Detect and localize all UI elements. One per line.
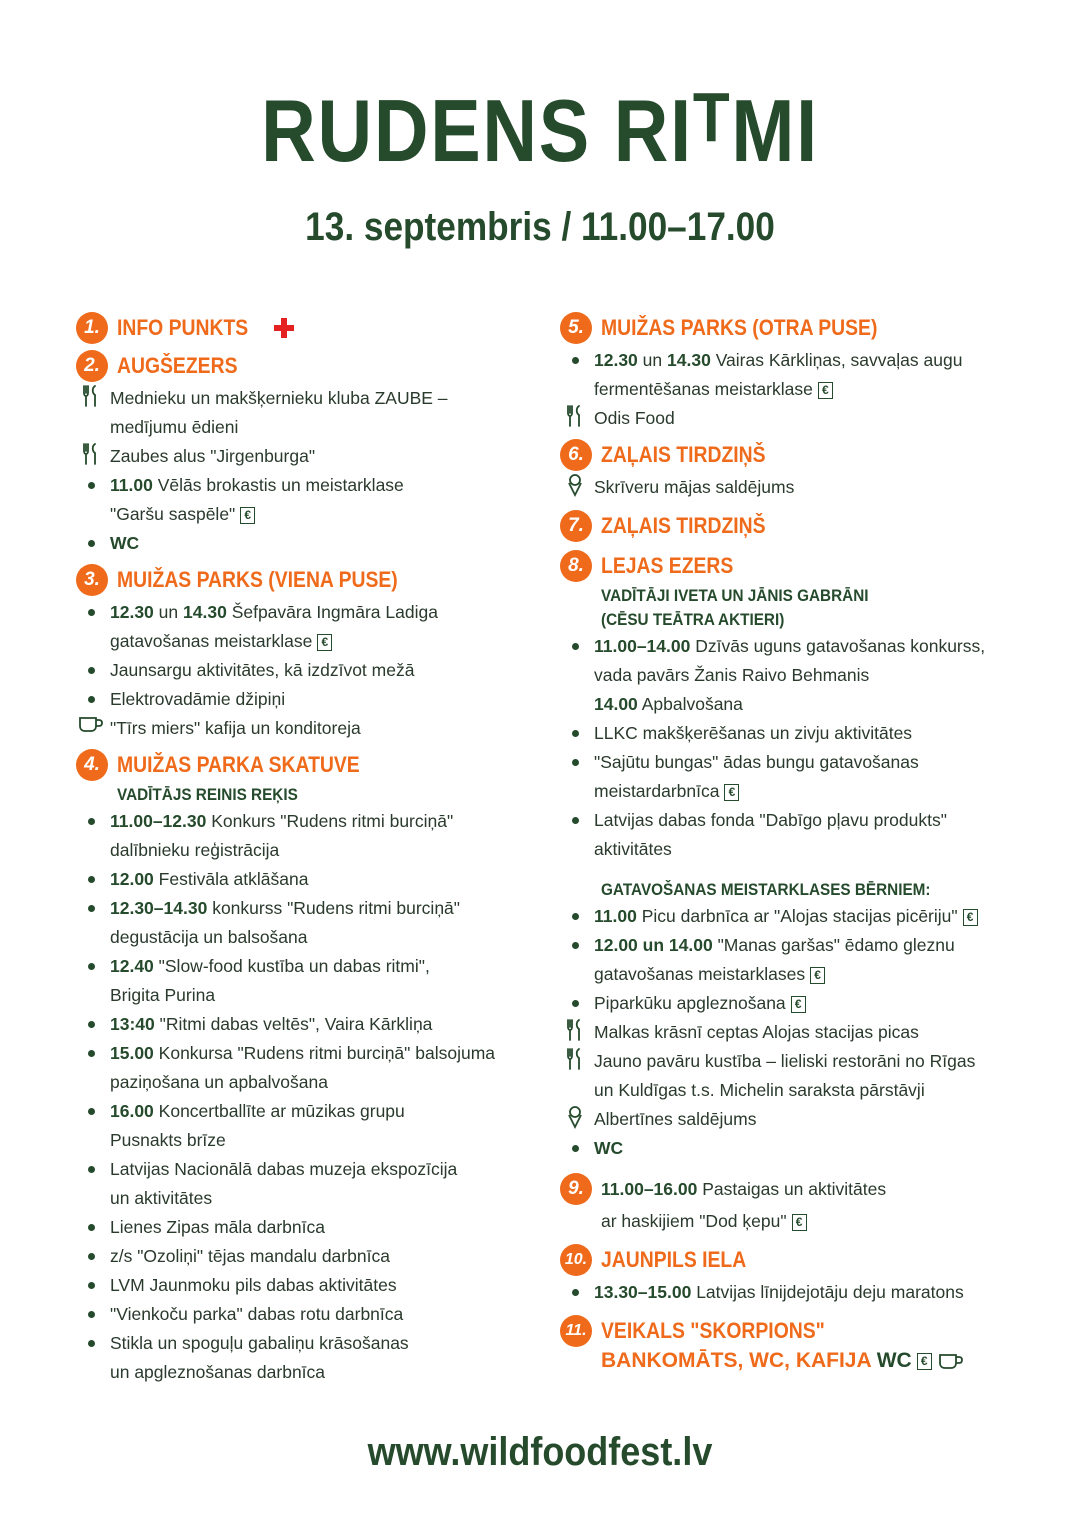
list-item: Pusnakts brīze bbox=[110, 1130, 226, 1150]
section-title: MUIŽAS PARKA SKATUVE bbox=[117, 752, 360, 777]
program-list bbox=[76, 807, 516, 1387]
bullet-icon bbox=[76, 1155, 106, 1184]
fork-knife-icon bbox=[560, 404, 590, 437]
bullet-icon bbox=[76, 471, 106, 500]
section-number: 8. bbox=[560, 550, 592, 582]
list-item: "Sajūtu bungas" ādas bungu gatavošanas bbox=[560, 748, 1020, 777]
list-item: un apgleznošanas darbnīca bbox=[110, 1362, 326, 1382]
bullet-icon bbox=[76, 1010, 106, 1039]
section-number: 9. bbox=[560, 1173, 592, 1205]
euro-icon: € bbox=[963, 909, 978, 926]
section-info-punkts bbox=[76, 312, 516, 344]
euro-icon: € bbox=[724, 784, 739, 801]
list-item: Latvijas Nacionālā dabas muzeja ekspozīcija bbox=[76, 1155, 516, 1184]
list-item: Brigita Purina bbox=[110, 985, 216, 1005]
list-item: 11.00 Vēlās brokastis un meistarklase bbox=[76, 471, 516, 500]
list-item: vada pavārs Žanis Raivo Behmanis bbox=[594, 665, 870, 685]
section-number: 5. bbox=[560, 312, 592, 344]
list-item: WC bbox=[560, 1134, 1020, 1163]
section-jaunpils-iela bbox=[560, 1244, 1020, 1307]
bullet-icon bbox=[76, 865, 106, 894]
euro-icon: € bbox=[917, 1353, 932, 1370]
list-item: 14.00 Apbalvošana bbox=[594, 694, 743, 714]
list-item: Lienes Zipas māla darbnīca bbox=[76, 1213, 516, 1242]
list-item: Jauno pavāru kustība – lieliski restorāni no Rīgas bbox=[560, 1047, 1020, 1076]
section-subtitle: VADĪTĀJI IVETA UN JĀNIS GABRĀNI bbox=[601, 586, 869, 605]
list-item: un Kuldīgas t.s. Michelin saraksta pārstāvji bbox=[594, 1080, 925, 1100]
list-item: 12.00 un 14.00 "Manas garšas" ēdamo gleznu bbox=[560, 931, 1020, 960]
list-item: Zaubes alus "Jirgenburga" bbox=[76, 442, 516, 471]
section-title: ZAĻAIS TIRDZIŅŠ bbox=[601, 513, 766, 538]
section-title: AUGŠEZERS bbox=[117, 353, 238, 378]
list-item: Jaunsargu aktivitātes, kā izdzīvot mežā bbox=[76, 656, 516, 685]
list-item: medījumu ēdieni bbox=[110, 417, 239, 437]
section-lejas-ezers bbox=[560, 550, 1020, 1163]
bullet-icon bbox=[76, 685, 106, 714]
list-item: 11.00–12.30 Konkurs "Rudens ritmi burciņā" bbox=[76, 807, 516, 836]
list-item: WC bbox=[76, 529, 516, 558]
list-item: Albertīnes saldējums bbox=[560, 1105, 1020, 1134]
title-end: MI bbox=[731, 81, 819, 180]
list-item: Piparkūku apgleznošana € bbox=[560, 989, 1020, 1018]
section-muizas-parka-skatuve bbox=[76, 749, 516, 1387]
list-item: "Garšu saspēle" € bbox=[76, 500, 516, 529]
bullet-icon bbox=[76, 598, 106, 627]
section-title: LEJAS EZERS bbox=[601, 553, 734, 578]
section-number: 10. bbox=[560, 1244, 592, 1276]
bullet-icon bbox=[76, 894, 106, 923]
list-item: ar haskijiem "Dod ķepu" € bbox=[560, 1207, 1020, 1236]
section-subtitle: VADĪTĀJS REINIS REĶIS bbox=[117, 785, 298, 804]
section-number: 2. bbox=[76, 350, 108, 382]
bullet-icon bbox=[76, 1329, 106, 1358]
services-line: BANKOMĀTS, WC, KAFIJA WC € bbox=[601, 1349, 1020, 1373]
list-item: LLKC makšķerēšanas un zivju aktivitātes bbox=[560, 719, 1020, 748]
list-item: 12.40 "Slow-food kustība un dabas ritmi", bbox=[76, 952, 516, 981]
list-item: Mednieku un makšķernieku kluba ZAUBE – bbox=[76, 384, 516, 413]
list-item: z/s "Ozoliņi" tējas mandalu darbnīca bbox=[76, 1242, 516, 1271]
list-item: degustācija un balsošana bbox=[110, 927, 308, 947]
list-item: "Tīrs miers" kafija un konditoreja bbox=[76, 714, 516, 743]
list-item: un aktivitātes bbox=[110, 1188, 213, 1208]
section-title: JAUNPILS IELA bbox=[601, 1247, 747, 1272]
bullet-icon bbox=[560, 719, 590, 748]
bullet-icon bbox=[560, 1134, 590, 1163]
bullet-icon bbox=[76, 656, 106, 685]
list-item: gatavošanas meistarklase € bbox=[76, 627, 516, 656]
right-column bbox=[560, 312, 1020, 1379]
euro-icon: € bbox=[792, 1214, 807, 1231]
list-item: 16.00 Koncertballīte ar mūzikas grupu bbox=[76, 1097, 516, 1126]
bullet-icon bbox=[76, 807, 106, 836]
section-muizas-parks-otra-puse bbox=[560, 312, 1020, 433]
section-title: MUIŽAS PARKS (VIENA PUSE) bbox=[117, 567, 398, 592]
bullet-icon bbox=[76, 1039, 106, 1068]
list-item: aktivitātes bbox=[594, 839, 672, 859]
list-item: Latvijas dabas fonda "Dabīgo pļavu produkts" bbox=[560, 806, 1020, 835]
list-item: 13.30–15.00 Latvijas līnijdejotāju deju maratons bbox=[560, 1278, 1020, 1307]
bullet-icon bbox=[76, 1242, 106, 1271]
section-title: INFO PUNKTS bbox=[117, 315, 249, 340]
website-url[interactable]: www.wildfoodfest.lv bbox=[367, 1430, 713, 1474]
list-item: fermentēšanas meistarklase € bbox=[560, 375, 1020, 404]
bullet-icon bbox=[560, 989, 590, 1018]
title-raised-letter: T bbox=[692, 78, 732, 156]
section-augsezers bbox=[76, 350, 516, 558]
list-item: Odis Food bbox=[560, 404, 1020, 433]
section-number: 11. bbox=[560, 1315, 592, 1347]
list-item: 11.00–14.00 Dzīvās uguns gatavošanas konkurss, bbox=[560, 632, 1020, 661]
section-title: ZAĻAIS TIRDZIŅŠ bbox=[601, 442, 766, 467]
list-item: 13:40 "Ritmi dabas veltēs", Vaira Kārkliņa bbox=[76, 1010, 516, 1039]
bullet-icon bbox=[560, 632, 590, 661]
section-subtitle: (CĒSU TEĀTRA AKTIERI) bbox=[601, 610, 785, 629]
list-item: Elektrovadāmie džipiņi bbox=[76, 685, 516, 714]
coffee-cup-icon bbox=[938, 1349, 964, 1372]
list-item: 11.00 Picu darbnīca ar "Alojas stacijas picēriju" € bbox=[560, 902, 1020, 931]
section-zalais-tirdzins-7 bbox=[560, 510, 1020, 542]
list-item: 12.30–14.30 konkurss "Rudens ritmi burciņā" bbox=[76, 894, 516, 923]
bullet-icon bbox=[76, 1271, 106, 1300]
euro-icon: € bbox=[810, 967, 825, 984]
list-item: 12.30 un 14.30 Vairas Kārkliņas, savvaļas augu bbox=[560, 346, 1020, 375]
list-item: paziņošana un apbalvošana bbox=[110, 1072, 328, 1092]
section-muizas-parks-viena-puse bbox=[76, 564, 516, 743]
section-title: MUIŽAS PARKS (OTRA PUSE) bbox=[601, 315, 878, 340]
title-main: RUDENS RI bbox=[261, 81, 693, 180]
section-9-pastaigas: 9. 11.00–16.00 Pastaigas un aktivitātes ar haskijiem "Dod ķepu" € bbox=[560, 1173, 1020, 1236]
euro-icon: € bbox=[791, 996, 806, 1013]
list-item: gatavošanas meistarklases € bbox=[560, 960, 1020, 989]
event-date: 13. septembris / 11.00–17.00 bbox=[305, 205, 775, 249]
section-number: 6. bbox=[560, 439, 592, 471]
bullet-icon bbox=[76, 952, 106, 981]
list-item: dalībnieku reģistrācija bbox=[110, 840, 280, 860]
left-column bbox=[76, 312, 516, 1393]
bullet-icon bbox=[560, 346, 590, 375]
bullet-icon bbox=[560, 806, 590, 835]
section-title: VEIKALS "SKORPIONS" bbox=[601, 1318, 825, 1343]
euro-icon: € bbox=[317, 634, 332, 651]
bullet-icon bbox=[560, 748, 590, 777]
list-item: 12.30 un 14.30 Šefpavāra Ingmāra Ladiga bbox=[76, 598, 516, 627]
kids-workshops-title: GATAVOŠANAS MEISTARKLASES BĒRNIEM: bbox=[601, 880, 931, 899]
section-number: 4. bbox=[76, 749, 108, 781]
list-item: 12.00 Festivāla atklāšana bbox=[76, 865, 516, 894]
section-number: 3. bbox=[76, 564, 108, 596]
euro-icon: € bbox=[818, 382, 833, 399]
bullet-icon bbox=[560, 1278, 590, 1307]
section-veikals-skorpions bbox=[560, 1315, 1020, 1373]
list-item: Malkas krāsnī ceptas Alojas stacijas picas bbox=[560, 1018, 1020, 1047]
list-item: Skrīveru mājas saldējums bbox=[560, 473, 1020, 502]
section-zalais-tirdzins-6 bbox=[560, 439, 1020, 502]
list-item: "Vienkoču parka" dabas rotu darbnīca bbox=[76, 1300, 516, 1329]
list-item: meistardarbnīca € bbox=[560, 777, 1020, 806]
euro-icon: € bbox=[240, 507, 255, 524]
section-number: 1. bbox=[76, 312, 108, 344]
list-item: Stikla un spoguļu gabaliņu krāsošanas bbox=[76, 1329, 516, 1358]
ice-cream-icon bbox=[560, 473, 590, 506]
list-item: LVM Jaunmoku pils dabas aktivitātes bbox=[76, 1271, 516, 1300]
bullet-icon bbox=[76, 1097, 106, 1126]
red-cross-icon bbox=[274, 318, 294, 338]
section-number: 7. bbox=[560, 510, 592, 542]
bullet-icon bbox=[560, 902, 590, 931]
bullet-icon bbox=[76, 1300, 106, 1329]
bullet-icon bbox=[76, 1213, 106, 1242]
list-item: 15.00 Konkursa "Rudens ritmi burciņā" balsojuma bbox=[76, 1039, 516, 1068]
coffee-cup-icon bbox=[76, 714, 106, 743]
bullet-icon bbox=[76, 529, 106, 558]
bullet-icon bbox=[560, 931, 590, 960]
page-title bbox=[76, 80, 1005, 182]
